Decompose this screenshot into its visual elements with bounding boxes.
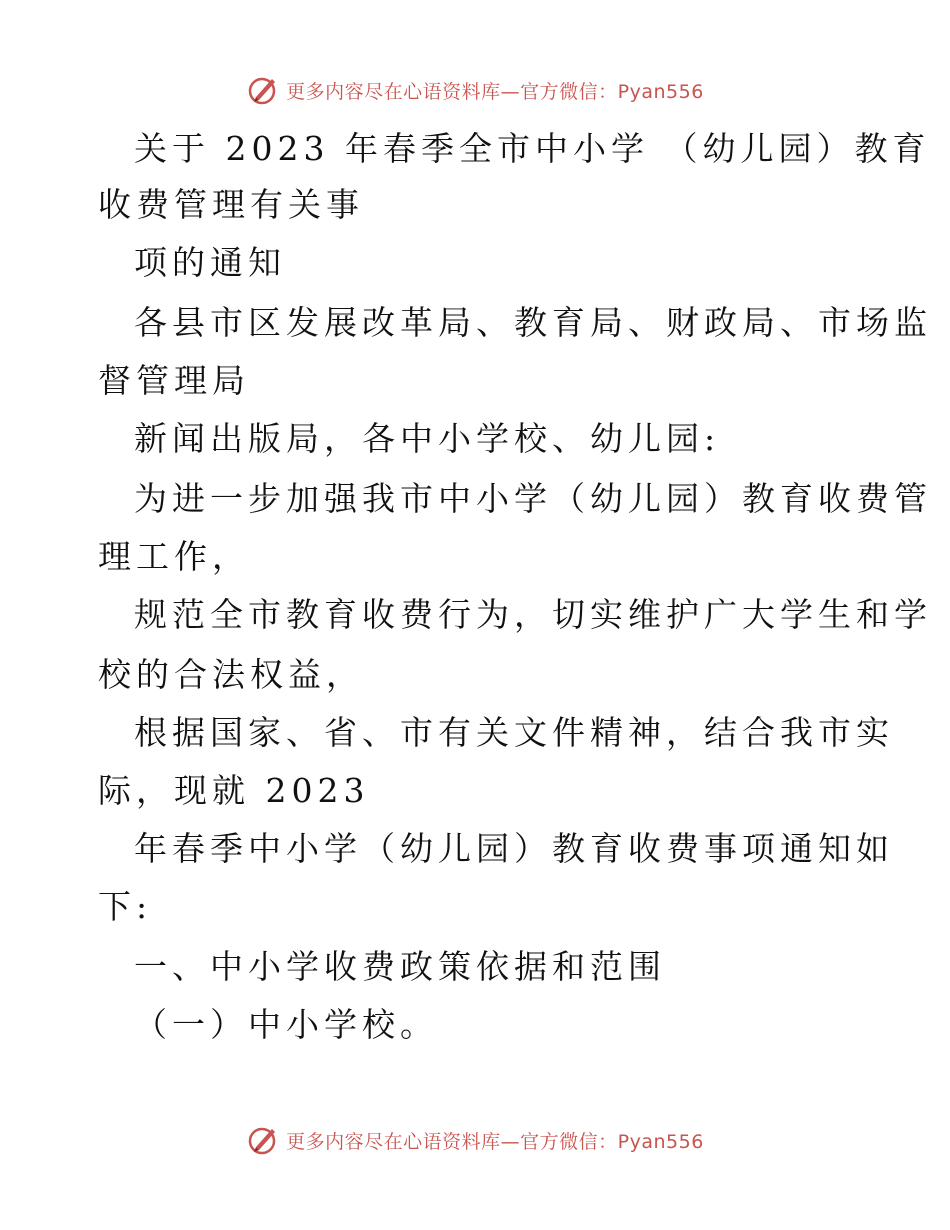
text-line: 规范全市教育收费行为，切实维护广大学生和学 bbox=[134, 595, 932, 634]
text-line: 理工作， bbox=[98, 537, 250, 576]
text-line: 根据国家、省、市有关文件精神，结合我市实 bbox=[134, 713, 894, 752]
pen-feather-logo-icon bbox=[246, 1123, 280, 1157]
text-line: 下: bbox=[98, 887, 153, 926]
text-line: 际，现就 2023 bbox=[98, 771, 370, 810]
text-line: 各县市区发展改革局、教育局、财政局、市场监 bbox=[134, 303, 932, 342]
header-watermark-banner bbox=[0, 70, 950, 110]
watermark-text: 更多内容尽在心语资料库—官方微信：Pyan556 bbox=[286, 1130, 704, 1153]
footer-watermark-banner bbox=[0, 1120, 950, 1160]
section-heading: 一、中小学收费政策依据和范围 bbox=[134, 947, 666, 986]
text-line: 督管理局 bbox=[98, 361, 250, 400]
pen-feather-logo-icon bbox=[246, 73, 280, 107]
subsection-heading: （一）中小学校。 bbox=[134, 1005, 438, 1044]
title-line-2: 收费管理有关事 bbox=[98, 185, 364, 224]
title-line-3: 项的通知 bbox=[134, 243, 286, 282]
text-line: 年春季中小学（幼儿园）教育收费事项通知如 bbox=[134, 829, 894, 868]
text-line: 新闻出版局，各中小学校、幼儿园: bbox=[134, 419, 721, 458]
watermark-text: 更多内容尽在心语资料库—官方微信：Pyan556 bbox=[286, 80, 704, 103]
text-line: 校的合法权益， bbox=[98, 655, 364, 694]
text-line: 为进一步加强我市中小学（幼儿园）教育收费管 bbox=[134, 479, 932, 518]
title-line-1: 关于 2023 年春季全市中小学 （幼儿园）教育 bbox=[134, 129, 931, 168]
